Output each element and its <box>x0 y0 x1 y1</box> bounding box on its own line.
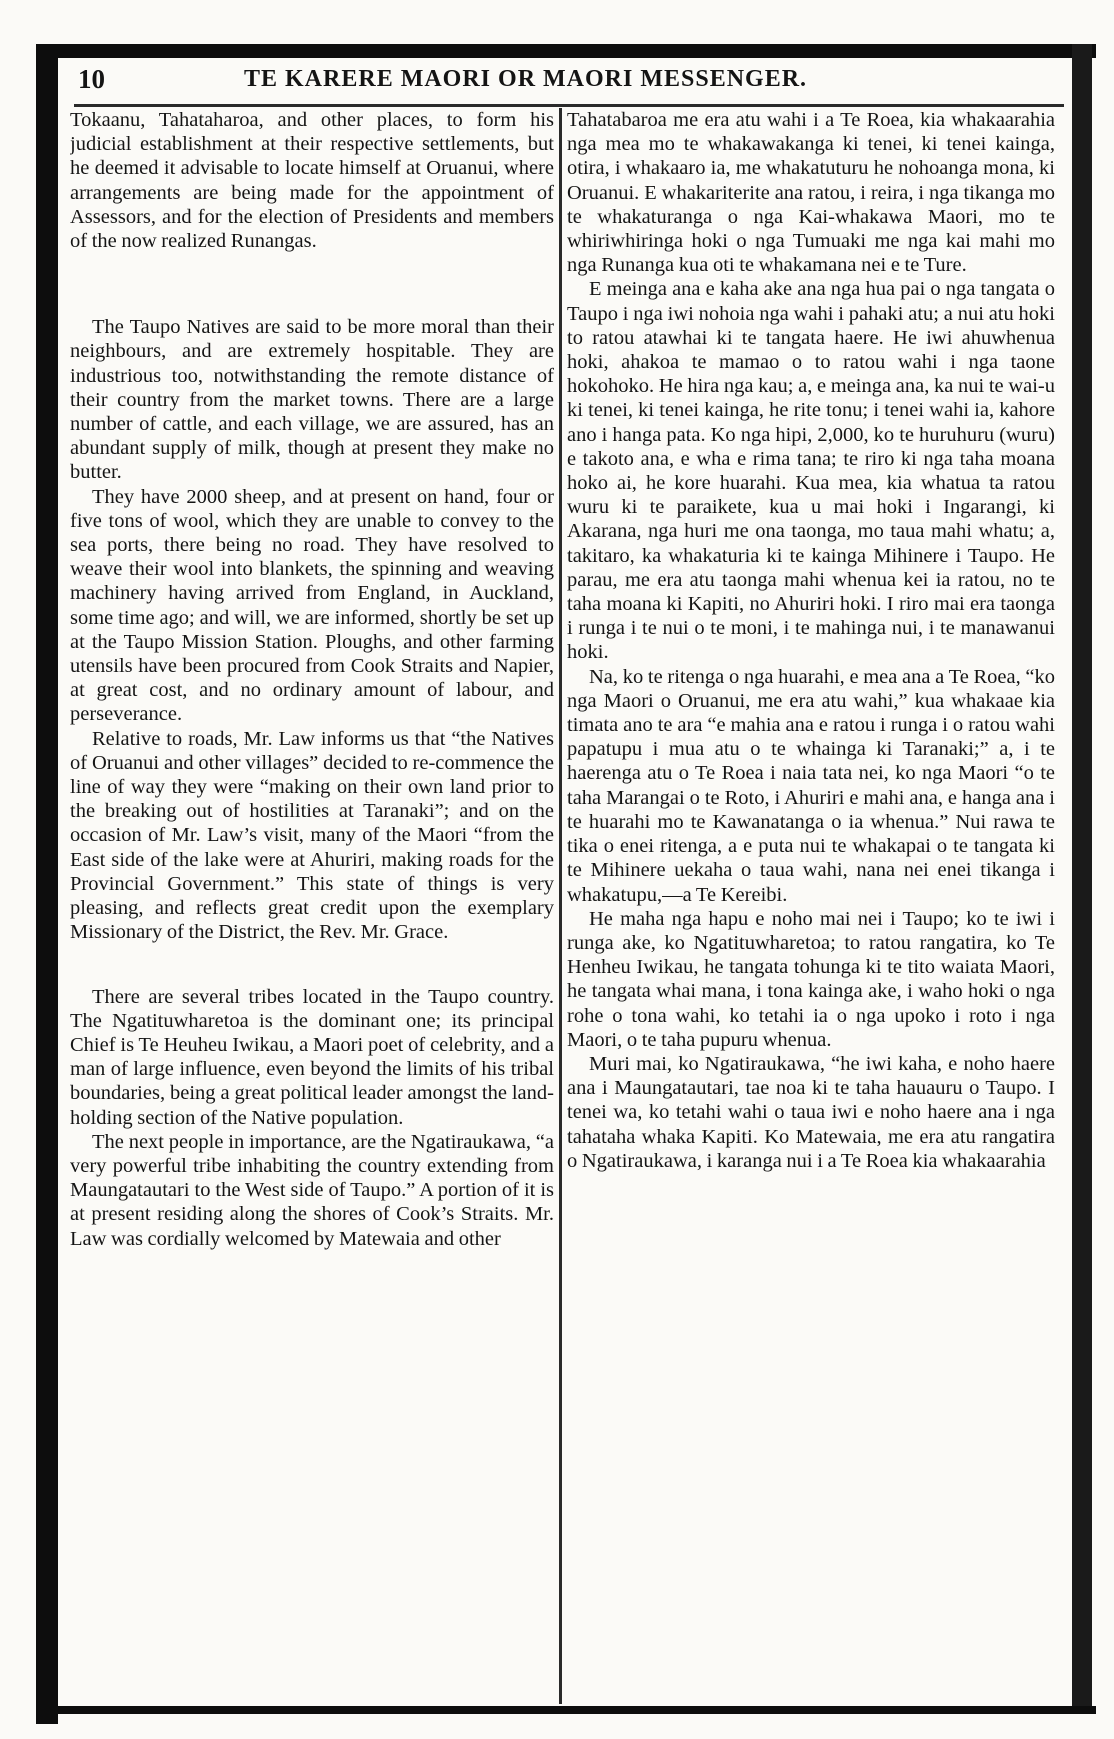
maori-paragraph-5: Muri mai, ko Ngatiraukawa, “he iwi kaha, e noho haere ana i Maungatautari, tae noa ki te taha hauauru o Taupo. I tenei wa, ko tetahi wahi o taua iwi e noho haere ana i nga tahataha whaka Kapiti. Ko Matewaia, me era atu rangatira o Ngatiraukawa, i karanga nui i a Te Roea kia whakaarahia <box>567 1052 1055 1172</box>
page-border-right <box>1072 44 1092 1709</box>
newspaper-title: TE KARERE MAORI OR MAORI MESSENGER. <box>244 66 808 92</box>
page-border-top <box>36 44 1096 58</box>
page-border-left <box>36 44 58 1724</box>
english-column <box>70 108 554 1708</box>
header-rule <box>74 104 1064 107</box>
maori-column <box>567 108 1055 1708</box>
english-paragraph-4: Relative to roads, Mr. Law informs us that “the Natives of Oruanui and other villages” decided to re-commence the line of way they were “making on their own land prior to the breaking out of hostilities at Taranaki”; and on the occasion of Mr. Law’s visit, many of the Maori “from the East side of the lake were at Ahuriri, making roads for the Provincial Government.” This state of things is very pleasing, and reflects great credit upon the exemplary Missionary of the District, the Rev. Mr. Grace. <box>70 727 554 944</box>
english-paragraph-2: The Taupo Natives are said to be more moral than their neighbours, and are extremely hospitable. They are industrious too, notwithstanding the remote distance of their country from the market towns. There are a large number of cattle, and each village, we are assured, has an abundant supply of milk, though at present they make no butter. <box>70 316 554 484</box>
running-header <box>74 60 1064 100</box>
english-paragraph-1: Tokaanu, Tahataharoa, and other places, to form his judicial establishment at their respective settlements, but he deemed it advisable to locate himself at Oruanui, where arrangements are being made for the appointment of Assessors, and for the election of Presidents and members of the now realized Runangas. <box>70 109 554 253</box>
english-paragraph-3: They have 2000 sheep, and at present on hand, four or five tons of wool, which they are unable to convey to the sea ports, there being no road. They have resolved to weave their wool into blankets, the spinning and weaving machinery having arrived from England, in Auckland, some time ago; and will, we are informed, shortly be set up at the Taupo Mission Station. Ploughs, and other farming utensils have been procured from Cook Straits and Napier, at great cost, and no ordinary amount of labour, and perseverance. <box>70 485 554 726</box>
maori-paragraph-2: E meinga ana e kaha ake ana nga hua pai o nga tangata o Taupo i nga iwi nohoia nga wahi i pahaki atu; a nui atu hoki to ratou atawhai ki te tangata haere. He iwi ahuwhenua hoki, ahakoa te mamao o to ratou wahi i nga taone hokohoko. He hira nga kau; a, e meinga ana, ka nui te wai-u ki tenei, ki tenei kainga, he rite tonu; i tenei wahi ia, kahore ano i hanga pata. Ko nga hipi, 2,000, ko te huruhuru (wuru) e takoto ana, e wha e rima tana; te riro ki nga taha moana hoko ai, he kore huarahi. Kua mea, kia whatua ta ratou wuru ki te paraikete, kua u mai hoki i Ingarangi, ki Akarana, nga huri me ona taonga, mo taua mahi whatu; a, takitaro, ka whakaturia ki te kainga Mihinere i Taupo. He parau, me era atu taonga mahi whenua kei ia ratou, no te taha moana ki Kapiti, no Ahuriri hoki. I riro mai era taonga i runga i te nui o te moni, i te mahinga nui, i te manawanui hoki. <box>567 278 1055 664</box>
maori-paragraph-4: He maha nga hapu e noho mai nei i Taupo; ko te iwi i runga ake, ko Ngatituwharetoa; to ratou rangatira, ko Te Henheu Iwikau, he tangata tohunga ki te tito waiata Maori, he tangata whai mana, i tona kainga ake, i waho hoki o nga rohe o tona wahi, ko tetahi ia o nga upoko i roto i nga Maori, o te taha pupuru whenua. <box>567 907 1055 1051</box>
column-divider <box>559 108 562 1704</box>
english-paragraph-5: There are several tribes located in the Taupo country. The Ngatituwharetoa is the dominant one; its principal Chief is Te Heuheu Iwikau, a Maori poet of celebrity, and a man of large influence, even beyond the limits of his tribal boundaries, being a great political leader amongst the land-holding section of the Native population. <box>70 985 554 1129</box>
english-paragraph-6: The next people in importance, are the Ngatiraukawa, “a very powerful tribe inhabiting the country extending from Maungatautari to the West side of Taupo.” A portion of it is at present residing along the shores of Cook’s Straits. Mr. Law was cordially welcomed by Matewaia and other <box>70 1130 554 1250</box>
maori-paragraph-1: Tahatabaroa me era atu wahi i a Te Roea, kia whakaarahia nga mea mo te whakawakanga ki tenei, ki tenei kainga, otira, i whakaaro ia, me whakatuturu he nohoanga mona, ki Oruanui. E whakariterite ana ratou, i reira, i nga tikanga mo te whakaturanga o nga Kai-whakawa Maori, mo te whiriwhiringa hoki o nga Tumuaki me nga kai mahi mo nga Runanga kua oti te whakamana nei e te Ture. <box>567 109 1055 277</box>
maori-paragraph-3: Na, ko te ritenga o nga huarahi, e mea ana a Te Roea, “ko nga Maori o Oruanui, me era atu wahi,” kua whakaae kia timata ano te ara “e mahia ana e ratou i runga i o ratou wahi papatupu i mua atu o te whainga ki Taranaki;” a, i te haerenga atu o Te Roea i naia tata nei, ko nga Maori “o te taha Marangai o te Roto, i Ahuriri e mahi ana, e hanga ana i te huarahi mo te Kawanatanga o ia whenua.” Nui rawa te tika o enei ritenga, a e puta nui te whakapai o te tangata ki te Mihinere uekaha o taua wahi, nana nei enei tikanga i whakatupu,—a Te Kereibi. <box>567 665 1055 906</box>
page-number: 10 <box>78 64 105 94</box>
